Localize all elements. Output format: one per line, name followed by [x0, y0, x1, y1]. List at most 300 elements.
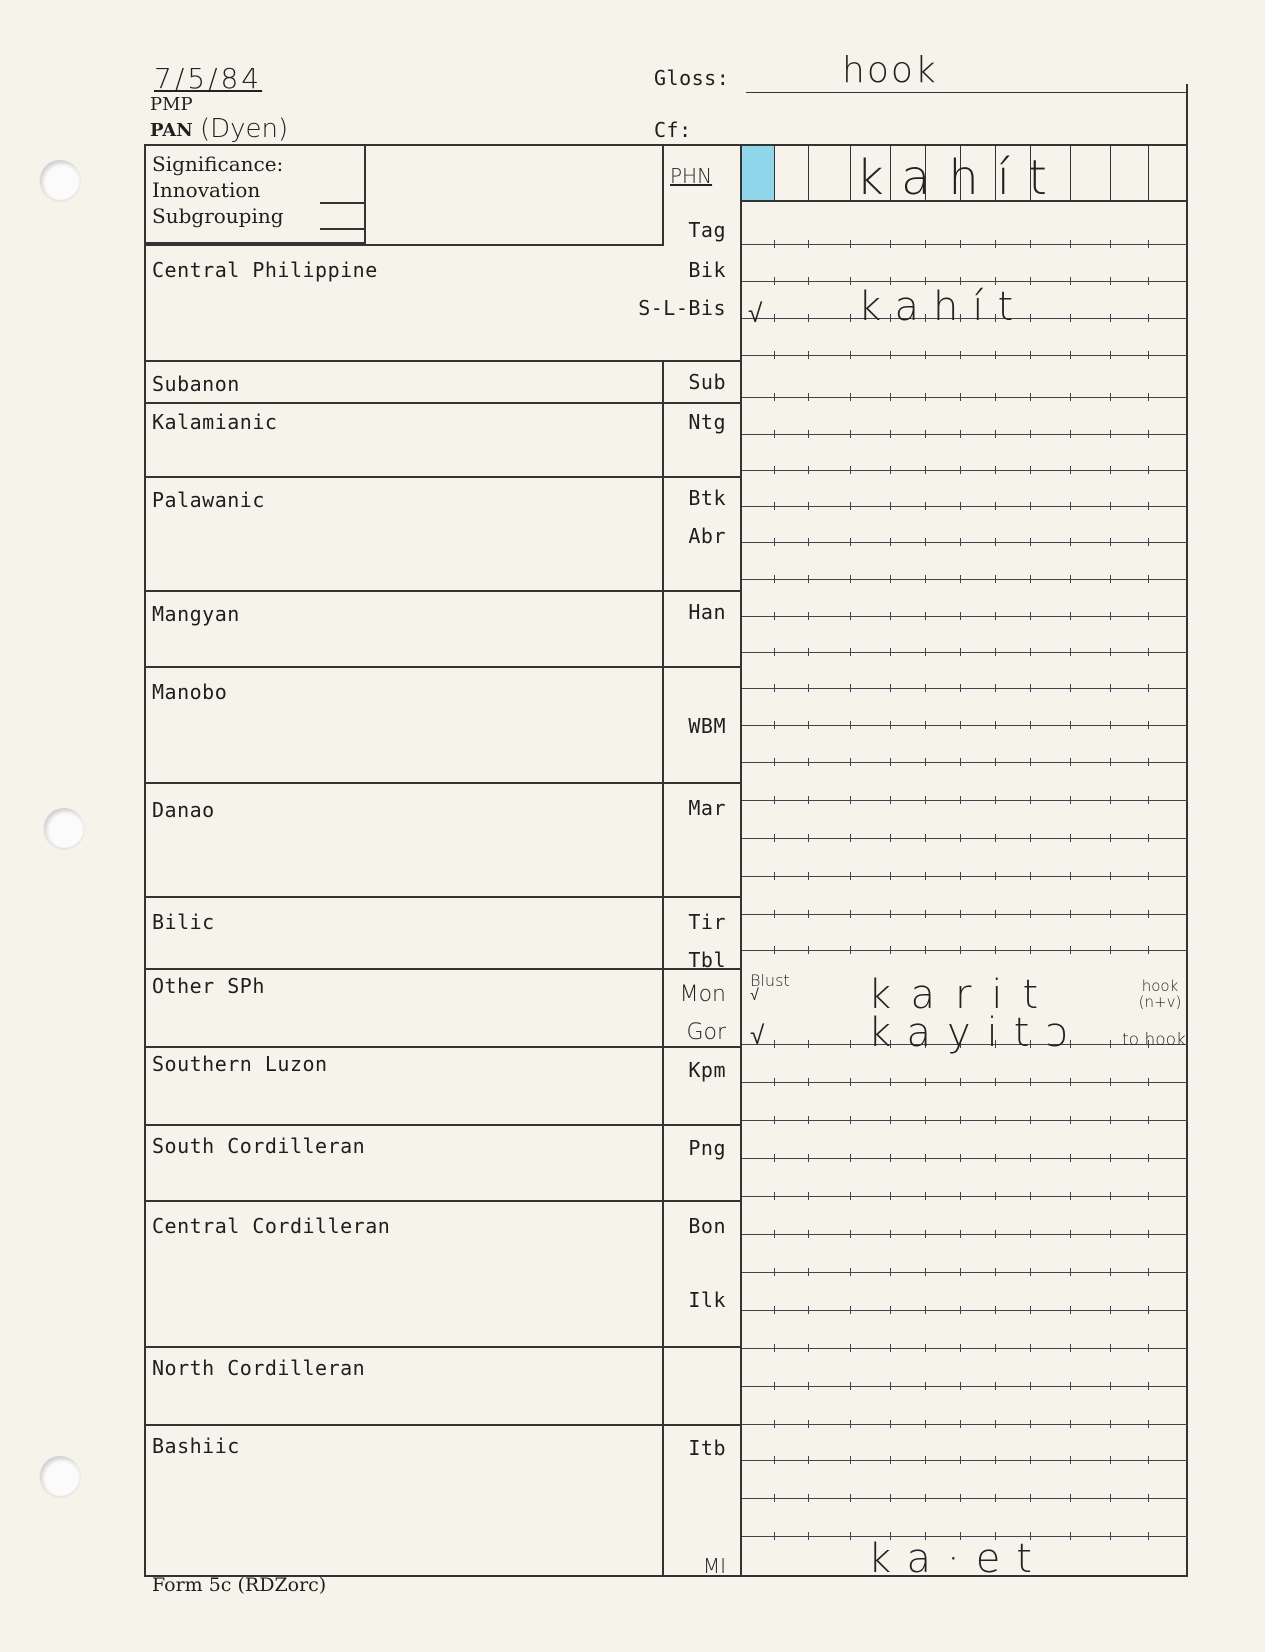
reflex-form: ka·et — [868, 1536, 1048, 1582]
group-divider — [144, 1200, 740, 1202]
entry-rule-tick — [850, 502, 851, 510]
entry-rule-tick — [850, 721, 851, 729]
entry-rule-tick — [925, 240, 926, 248]
entry-rule-tick — [960, 910, 961, 918]
entry-rule-tick — [890, 721, 891, 729]
entry-column-left — [740, 144, 742, 1577]
entry-rule-tick — [925, 1192, 926, 1200]
entry-rule-tick — [1110, 612, 1111, 620]
entry-rule-tick — [890, 684, 891, 692]
subgrouping-label: Subgrouping — [152, 204, 284, 228]
innovation-blank — [320, 202, 364, 204]
entry-rule-tick — [960, 684, 961, 692]
entry-rule-tick — [995, 834, 996, 842]
entry-rule-tick — [890, 1456, 891, 1464]
entry-rule-tick — [1030, 1154, 1031, 1162]
group-divider — [144, 1046, 740, 1048]
entry-rule-tick — [890, 575, 891, 583]
entry-rule-tick — [1148, 1078, 1149, 1086]
entry-rule-tick — [774, 240, 775, 248]
entry-rule-tick — [1030, 872, 1031, 880]
entry-rule-tick — [1110, 1230, 1111, 1238]
language-code: Png — [688, 1136, 726, 1160]
entry-rule-tick — [850, 1116, 851, 1124]
entry-rule-tick — [1070, 430, 1071, 438]
entry-rule-tick — [1110, 872, 1111, 880]
entry-rule-tick — [1148, 1306, 1149, 1314]
gloss-underline — [746, 92, 1186, 93]
entry-rule-tick — [808, 240, 809, 248]
entry-rule-tick — [995, 721, 996, 729]
entry-rule-tick — [925, 910, 926, 918]
entry-rule-tick — [995, 1494, 996, 1502]
entry-rule-tick — [850, 1040, 851, 1048]
group-label: North Cordilleran — [152, 1356, 366, 1380]
language-code: Mon — [679, 982, 726, 1007]
entry-rule-tick — [850, 1268, 851, 1276]
entry-rule-tick — [925, 1494, 926, 1502]
entry-rule-tick — [1070, 684, 1071, 692]
entry-rule-tick — [774, 648, 775, 656]
entry-rule-tick — [1148, 612, 1149, 620]
entry-rule-tick — [850, 1306, 851, 1314]
entry-rule-tick — [1110, 314, 1111, 322]
entry-rule-tick — [850, 612, 851, 620]
entry-rule-tick — [1110, 796, 1111, 804]
entry-rule-tick — [850, 575, 851, 583]
entry-rule-tick — [925, 1154, 926, 1162]
group-label: Danao — [152, 798, 215, 822]
entry-rule-tick — [1148, 1116, 1149, 1124]
entry-rule-tick — [1148, 910, 1149, 918]
entry-rule-tick — [960, 393, 961, 401]
entry-rule-tick — [1110, 684, 1111, 692]
entry-rule-tick — [995, 1382, 996, 1390]
entry-rule-tick — [1030, 240, 1031, 248]
group-divider — [144, 1346, 740, 1348]
entry-rule-tick — [995, 1420, 996, 1428]
entry-rule-tick — [850, 1456, 851, 1464]
entry-rule-tick — [1148, 1230, 1149, 1238]
language-code: Tbl — [688, 948, 726, 972]
entry-rule-tick — [850, 277, 851, 285]
entry-rule-tick — [1110, 1306, 1111, 1314]
language-code: MI — [702, 1554, 726, 1578]
entry-rule-tick — [808, 1154, 809, 1162]
entry-rule-tick — [808, 277, 809, 285]
entry-rule-tick — [1148, 575, 1149, 583]
gloss-value: hook — [842, 50, 938, 91]
entry-rule-tick — [1110, 721, 1111, 729]
entry-rule-tick — [960, 721, 961, 729]
entry-rule-tick — [890, 834, 891, 842]
entry-rule-tick — [995, 351, 996, 359]
entry-rule-tick — [925, 796, 926, 804]
entry-rule-tick — [774, 1116, 775, 1124]
entry-rule-tick — [890, 502, 891, 510]
entry-rule-tick — [1070, 1306, 1071, 1314]
entry-rule-tick — [925, 946, 926, 954]
entry-rule-tick — [1070, 910, 1071, 918]
entry-rule-tick — [995, 648, 996, 656]
entry-rule-tick — [808, 1230, 809, 1238]
entry-rule-tick — [850, 910, 851, 918]
entry-rule-tick — [774, 1040, 775, 1048]
entry-rule-tick — [1070, 1116, 1071, 1124]
entry-rule-tick — [995, 946, 996, 954]
entry-rule-tick — [1030, 721, 1031, 729]
entry-rule-tick — [808, 351, 809, 359]
entry-rule-tick — [890, 612, 891, 620]
entry-rule-tick — [1110, 240, 1111, 248]
entry-rule-tick — [850, 1344, 851, 1352]
entry-rule-tick — [808, 502, 809, 510]
entry-rule-tick — [925, 502, 926, 510]
pmp-label: PMP — [150, 94, 193, 115]
entry-rule-tick — [925, 538, 926, 546]
group-label: Mangyan — [152, 602, 240, 626]
punch-hole-top — [40, 160, 80, 200]
entry-rule-tick — [850, 538, 851, 546]
entry-rule-tick — [1070, 946, 1071, 954]
entry-rule-tick — [808, 1532, 809, 1540]
entry-rule-tick — [1148, 240, 1149, 248]
group-label: South Cordilleran — [152, 1134, 366, 1158]
entry-rule-tick — [850, 1382, 851, 1390]
entry-rule-tick — [774, 277, 775, 285]
entry-rule-tick — [850, 946, 851, 954]
entry-rule-tick — [960, 1456, 961, 1464]
entry-rule-tick — [890, 648, 891, 656]
entry-rule-tick — [850, 240, 851, 248]
proto-cell-divider — [850, 144, 851, 200]
language-code: Mar — [688, 796, 726, 820]
entry-rule-tick — [995, 1268, 996, 1276]
entry-rule-tick — [890, 1306, 891, 1314]
entry-rule-tick — [960, 430, 961, 438]
entry-rule-tick — [960, 502, 961, 510]
punch-hole-middle — [44, 808, 84, 848]
entry-rule-tick — [1148, 1494, 1149, 1502]
entry-rule-tick — [1070, 277, 1071, 285]
entry-rule-tick — [1030, 910, 1031, 918]
entry-rule-tick — [774, 502, 775, 510]
entry-rule-tick — [808, 1456, 809, 1464]
entry-rule-tick — [774, 1344, 775, 1352]
entry-rule-tick — [1148, 684, 1149, 692]
language-code: Ilk — [688, 1288, 726, 1312]
proto-cell-divider — [774, 144, 775, 200]
proto-cell-divider — [808, 144, 809, 200]
group-label: Bilic — [152, 910, 215, 934]
group-divider — [144, 360, 740, 362]
entry-rule-tick — [890, 946, 891, 954]
entry-rule-tick — [774, 1154, 775, 1162]
entry-rule-tick — [995, 1230, 996, 1238]
entry-rule-tick — [960, 351, 961, 359]
entry-rule-tick — [774, 910, 775, 918]
entry-rule-tick — [1148, 758, 1149, 766]
entry-rule-tick — [1030, 684, 1031, 692]
entry-rule-tick — [1148, 1456, 1149, 1464]
entry-rule-tick — [1110, 1192, 1111, 1200]
entry-rule-tick — [850, 430, 851, 438]
entry-rule-tick — [960, 240, 961, 248]
entry-rule-tick — [890, 1192, 891, 1200]
entry-rule-tick — [1148, 351, 1149, 359]
entry-rule-tick — [960, 1116, 961, 1124]
entry-rule-tick — [995, 684, 996, 692]
entry-rule-tick — [995, 1344, 996, 1352]
entry-rule-tick — [1070, 1078, 1071, 1086]
entry-rule-tick — [1070, 1532, 1071, 1540]
group-label: Other SPh — [152, 974, 265, 998]
entry-rule-tick — [1030, 466, 1031, 474]
group-divider — [144, 1124, 740, 1126]
entry-rule-tick — [1110, 466, 1111, 474]
entry-rule-tick — [808, 758, 809, 766]
language-code: Bik — [688, 258, 726, 282]
entry-rule-tick — [808, 466, 809, 474]
entry-rule-tick — [808, 314, 809, 322]
entry-rule-tick — [808, 684, 809, 692]
pan-label: PAN — [150, 120, 193, 141]
entry-rule-tick — [774, 1078, 775, 1086]
entry-rule-tick — [774, 1230, 775, 1238]
entry-rule-tick — [808, 721, 809, 729]
entry-rule-tick — [1030, 430, 1031, 438]
entry-rule-tick — [960, 648, 961, 656]
entry-rule-tick — [925, 1382, 926, 1390]
entry-rule-tick — [1070, 393, 1071, 401]
entry-rule-tick — [995, 466, 996, 474]
group-label: Bashiic — [152, 1434, 240, 1458]
entry-rule-tick — [1030, 612, 1031, 620]
entry-rule-tick — [925, 758, 926, 766]
entry-rule-tick — [890, 910, 891, 918]
entry-rule-tick — [1148, 393, 1149, 401]
entry-rule-tick — [774, 314, 775, 322]
entry-rule-tick — [1030, 393, 1031, 401]
entry-rule-tick — [1070, 872, 1071, 880]
entry-rule-tick — [774, 538, 775, 546]
entry-rule-tick — [850, 872, 851, 880]
entry-rule-tick — [960, 1268, 961, 1276]
check-mark: √ — [750, 1021, 765, 1051]
entry-rule-tick — [1110, 538, 1111, 546]
entry-rule-tick — [808, 648, 809, 656]
gloss-box-right — [1186, 84, 1188, 144]
entry-rule-tick — [1110, 575, 1111, 583]
entry-rule-tick — [925, 1078, 926, 1086]
language-code: Gor — [686, 1020, 726, 1045]
language-code: Tag — [688, 218, 726, 242]
entry-rule-tick — [1148, 430, 1149, 438]
entry-rule-tick — [808, 612, 809, 620]
entry-rule-tick — [1148, 314, 1149, 322]
entry-rule-tick — [1030, 1116, 1031, 1124]
entry-rule-tick — [1030, 1382, 1031, 1390]
entry-rule-tick — [1070, 351, 1071, 359]
entry-rule-tick — [850, 1192, 851, 1200]
entry-rule-tick — [890, 1494, 891, 1502]
entry-rule-tick — [1030, 834, 1031, 842]
entry-rule-tick — [1148, 796, 1149, 804]
entry-rule-tick — [774, 1494, 775, 1502]
entry-rule-tick — [1070, 834, 1071, 842]
language-code: Btk — [688, 486, 726, 510]
group-divider — [144, 1424, 740, 1426]
entry-rule-tick — [1110, 1078, 1111, 1086]
entry-rule-tick — [995, 758, 996, 766]
entry-rule-tick — [995, 502, 996, 510]
entry-rule-tick — [925, 1306, 926, 1314]
entry-rule-tick — [1030, 277, 1031, 285]
entry-rule-tick — [925, 648, 926, 656]
entry-rule-tick — [1030, 1456, 1031, 1464]
entry-rule-tick — [774, 1532, 775, 1540]
proto-code: PHN — [670, 164, 713, 188]
entry-rule-tick — [850, 1230, 851, 1238]
entry-rule-tick — [890, 393, 891, 401]
entry-rule-tick — [774, 1268, 775, 1276]
entry-rule-tick — [1070, 1344, 1071, 1352]
entry-rule-tick — [890, 1230, 891, 1238]
entry-rule-tick — [1070, 1154, 1071, 1162]
entry-rule-tick — [850, 393, 851, 401]
entry-rule-tick — [774, 1306, 775, 1314]
entry-rule-tick — [774, 351, 775, 359]
entry-rule-tick — [774, 1456, 775, 1464]
proto-form: kahít — [856, 150, 1065, 206]
entry-rule-tick — [1110, 946, 1111, 954]
entry-rule-tick — [995, 612, 996, 620]
entry-rule-tick — [1110, 910, 1111, 918]
entry-rule-tick — [960, 612, 961, 620]
entry-rule-tick — [1148, 648, 1149, 656]
language-code: Itb — [688, 1436, 726, 1460]
entry-rule-tick — [960, 1154, 961, 1162]
reflex-form: kahít — [858, 284, 1028, 330]
entry-rule-tick — [995, 796, 996, 804]
significance-title: Significance: — [152, 152, 284, 176]
entry-rule-tick — [995, 393, 996, 401]
entry-rule-tick — [808, 796, 809, 804]
entry-rule-tick — [995, 240, 996, 248]
proto-highlight — [742, 146, 774, 200]
entry-rule-tick — [1110, 393, 1111, 401]
entry-rule-tick — [1030, 1078, 1031, 1086]
group-label: Central Cordilleran — [152, 1214, 391, 1238]
entry-rule-tick — [1110, 1154, 1111, 1162]
entry-rule-tick — [960, 946, 961, 954]
reflex-form: karit — [868, 972, 1059, 1018]
language-code: Abr — [688, 524, 726, 548]
entry-rule-tick — [995, 1306, 996, 1314]
entry-rule-tick — [925, 684, 926, 692]
entry-rule-tick — [850, 796, 851, 804]
entry-rule-tick — [808, 1382, 809, 1390]
group-divider — [144, 968, 740, 970]
entry-rule-tick — [850, 758, 851, 766]
entry-rule-tick — [774, 946, 775, 954]
entry-rule-tick — [1030, 1494, 1031, 1502]
innovation-label: Innovation — [152, 178, 261, 202]
entry-rule-tick — [925, 1344, 926, 1352]
language-code: Tir — [688, 910, 726, 934]
entry-rule-tick — [995, 1192, 996, 1200]
entry-rule-tick — [1070, 240, 1071, 248]
pan-note: (Dyen) — [200, 114, 289, 144]
group-divider — [144, 476, 740, 478]
language-code: Bon — [688, 1214, 726, 1238]
group-label: Kalamianic — [152, 410, 278, 434]
entry-rule-tick — [1030, 1344, 1031, 1352]
entry-rule-tick — [1070, 648, 1071, 656]
entry-rule-tick — [925, 393, 926, 401]
entry-rule-tick — [808, 1268, 809, 1276]
entry-rule-tick — [995, 1154, 996, 1162]
entry-rule-tick — [1148, 1420, 1149, 1428]
entry-rule-tick — [995, 538, 996, 546]
language-code: S-L-Bis — [638, 296, 726, 320]
group-label: Palawanic — [152, 488, 265, 512]
entry-rule-tick — [774, 575, 775, 583]
entry-rule-tick — [774, 430, 775, 438]
entry-rule-tick — [1030, 1192, 1031, 1200]
entry-rule-tick — [808, 393, 809, 401]
entry-rule-tick — [890, 1382, 891, 1390]
subgrouping-blank — [320, 228, 364, 230]
entry-rule-tick — [960, 1230, 961, 1238]
entry-rule-tick — [774, 393, 775, 401]
cf-label: Cf: — [654, 118, 692, 142]
entry-rule-tick — [808, 1420, 809, 1428]
entry-rule-tick — [850, 1420, 851, 1428]
entry-rule-tick — [808, 834, 809, 842]
entry-rule-tick — [960, 1306, 961, 1314]
group-divider — [144, 666, 740, 668]
entry-rule-tick — [808, 1192, 809, 1200]
entry-rule-tick — [1110, 502, 1111, 510]
entry-rule-tick — [995, 575, 996, 583]
entry-rule-tick — [808, 1306, 809, 1314]
entry-rule-tick — [1148, 1532, 1149, 1540]
language-code: WBM — [688, 714, 726, 738]
entry-rule-tick — [960, 1382, 961, 1390]
group-divider — [144, 402, 740, 404]
entry-rule-tick — [960, 466, 961, 474]
entry-rule-tick — [1148, 1192, 1149, 1200]
entry-rule-tick — [774, 1420, 775, 1428]
entry-rule-tick — [890, 758, 891, 766]
entry-rule-tick — [960, 1420, 961, 1428]
entry-rule-tick — [850, 684, 851, 692]
entry-rule-tick — [1110, 277, 1111, 285]
entry-rule-tick — [890, 1116, 891, 1124]
entry-rule-tick — [890, 1420, 891, 1428]
entry-rule-tick — [925, 575, 926, 583]
entry-rule-tick — [1148, 502, 1149, 510]
entry-rule-tick — [1070, 466, 1071, 474]
group-label: Central Philippine — [152, 258, 378, 282]
language-code: Sub — [688, 370, 726, 394]
entry-rule-tick — [808, 1116, 809, 1124]
entry-rule-tick — [1110, 1268, 1111, 1276]
entry-rule-tick — [774, 721, 775, 729]
entry-rule-tick — [1148, 1382, 1149, 1390]
entry-rule-tick — [960, 1192, 961, 1200]
